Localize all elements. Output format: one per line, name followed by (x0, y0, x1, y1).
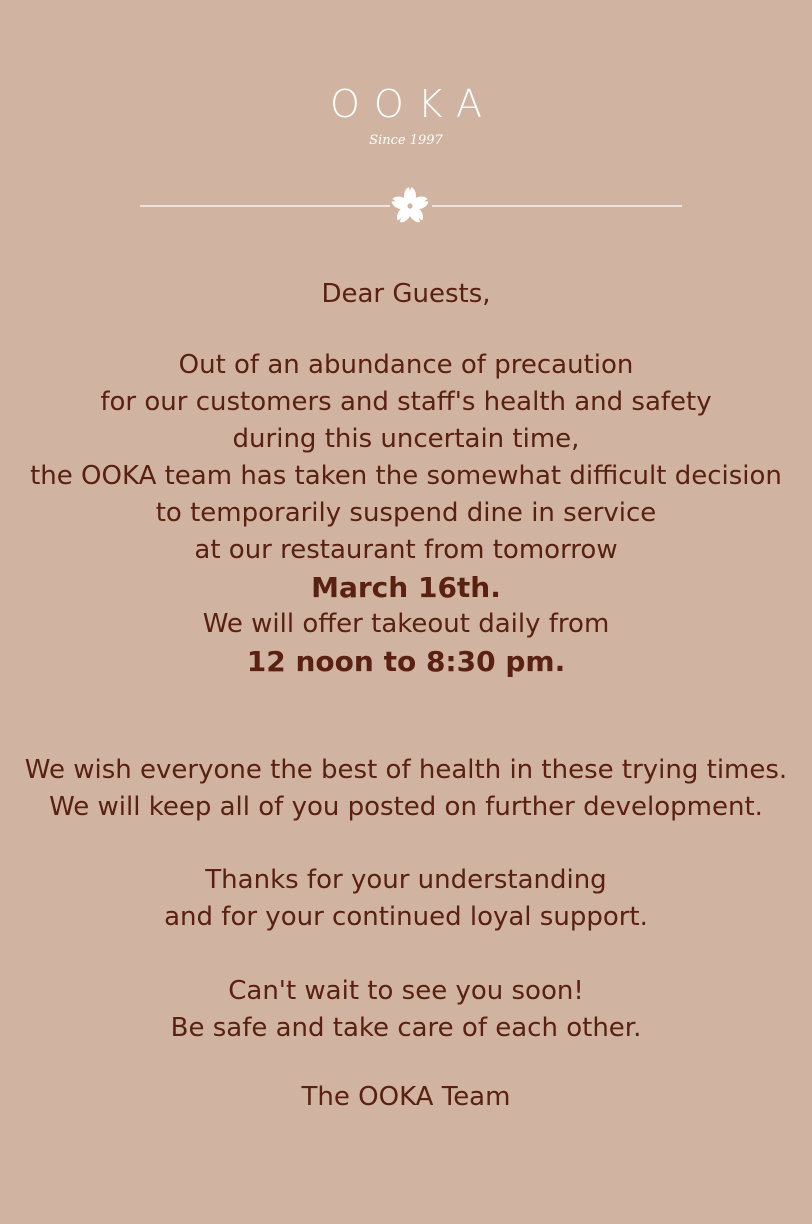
greeting-block (0, 276, 812, 313)
thanks-block (0, 862, 812, 936)
wish-line: We will keep all of you posted on further development. (49, 792, 763, 822)
closing-line: Be safe and take care of each other. (170, 1013, 642, 1043)
notice-line: the OOKA team has taken the somewhat difficult decision (30, 461, 782, 491)
thanks-line: and for your continued loyal support. (164, 902, 648, 932)
greeting: Dear Guests, (321, 279, 491, 309)
notice-line: during this uncertain time, (232, 424, 580, 454)
signature: The OOKA Team (301, 1082, 511, 1112)
notice-line: Out of an abundance of precaution (178, 350, 634, 380)
notice-line: to temporarily suspend dine in service (155, 498, 657, 528)
closure-date: March 16th. (311, 571, 501, 604)
closing-block (0, 973, 812, 1047)
divider-ornament (140, 185, 682, 227)
takeout-line: We will offer takeout daily from (202, 609, 610, 639)
signature-block (0, 1079, 812, 1116)
thanks-line: Thanks for your understanding (205, 865, 607, 895)
wish-line: We wish everyone the best of health in these trying times. (24, 755, 788, 785)
takeout-hours: 12 noon to 8:30 pm. (246, 645, 566, 678)
notice-line: for our customers and staff's health and safety (100, 387, 712, 417)
brand-tagline: Since 1997 (369, 133, 443, 148)
brand-logo: OOKA (329, 82, 497, 126)
notice-line: at our restaurant from tomorrow (194, 535, 618, 565)
notice-block (0, 347, 812, 680)
closing-line: Can't wait to see you soon! (228, 976, 584, 1006)
wish-block (0, 752, 812, 826)
cherry-blossom-icon (390, 186, 430, 225)
